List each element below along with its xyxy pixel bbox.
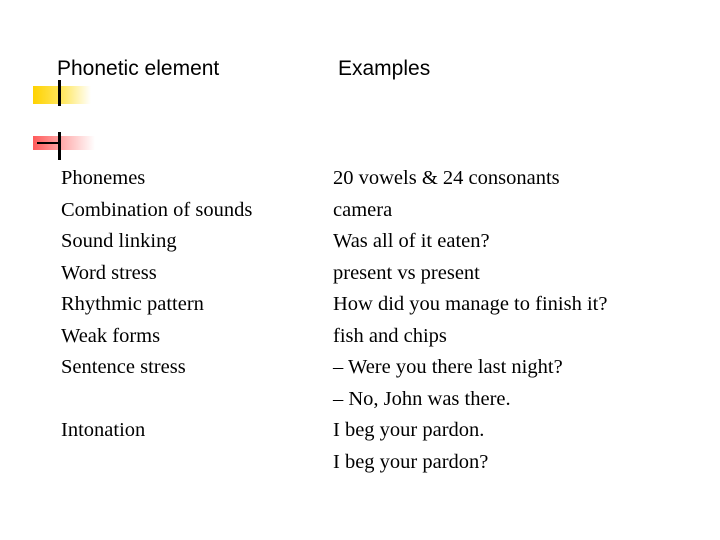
list-item: present vs present (333, 261, 480, 284)
list-item: 20 vowels & 24 consonants (333, 167, 560, 189)
list-item: Rhythmic pattern (61, 293, 204, 315)
list-item: I beg your pardon. (333, 419, 485, 441)
list-item: – Were you there last night? (333, 356, 563, 378)
list-item: camera (333, 198, 393, 221)
list-item (61, 384, 252, 416)
phonetic-elements-list (61, 163, 252, 447)
list-item: Combination of sounds (61, 198, 253, 221)
list-item: Was all of it eaten? (333, 230, 490, 252)
list-item: Sound linking (61, 230, 177, 252)
list-item: Sentence stress (61, 356, 186, 378)
list-item: Phonemes (61, 167, 146, 189)
accent-vertical-line (58, 132, 61, 160)
accent-vertical-line (58, 80, 61, 106)
list-item: I beg your pardon? (333, 450, 489, 473)
examples-list (333, 163, 607, 478)
accent-horizontal-line (37, 142, 58, 144)
column-header-examples: Examples (338, 57, 431, 80)
list-item: fish and chips (333, 324, 447, 347)
list-item: Intonation (61, 419, 146, 441)
column-header-phonetic-element: Phonetic element (57, 57, 220, 80)
yellow-accent-bar (33, 86, 91, 104)
list-item: How did you manage to finish it? (333, 293, 608, 315)
list-item: Word stress (61, 261, 157, 284)
list-item: – No, John was there. (333, 387, 511, 410)
list-item: Weak forms (61, 324, 161, 347)
